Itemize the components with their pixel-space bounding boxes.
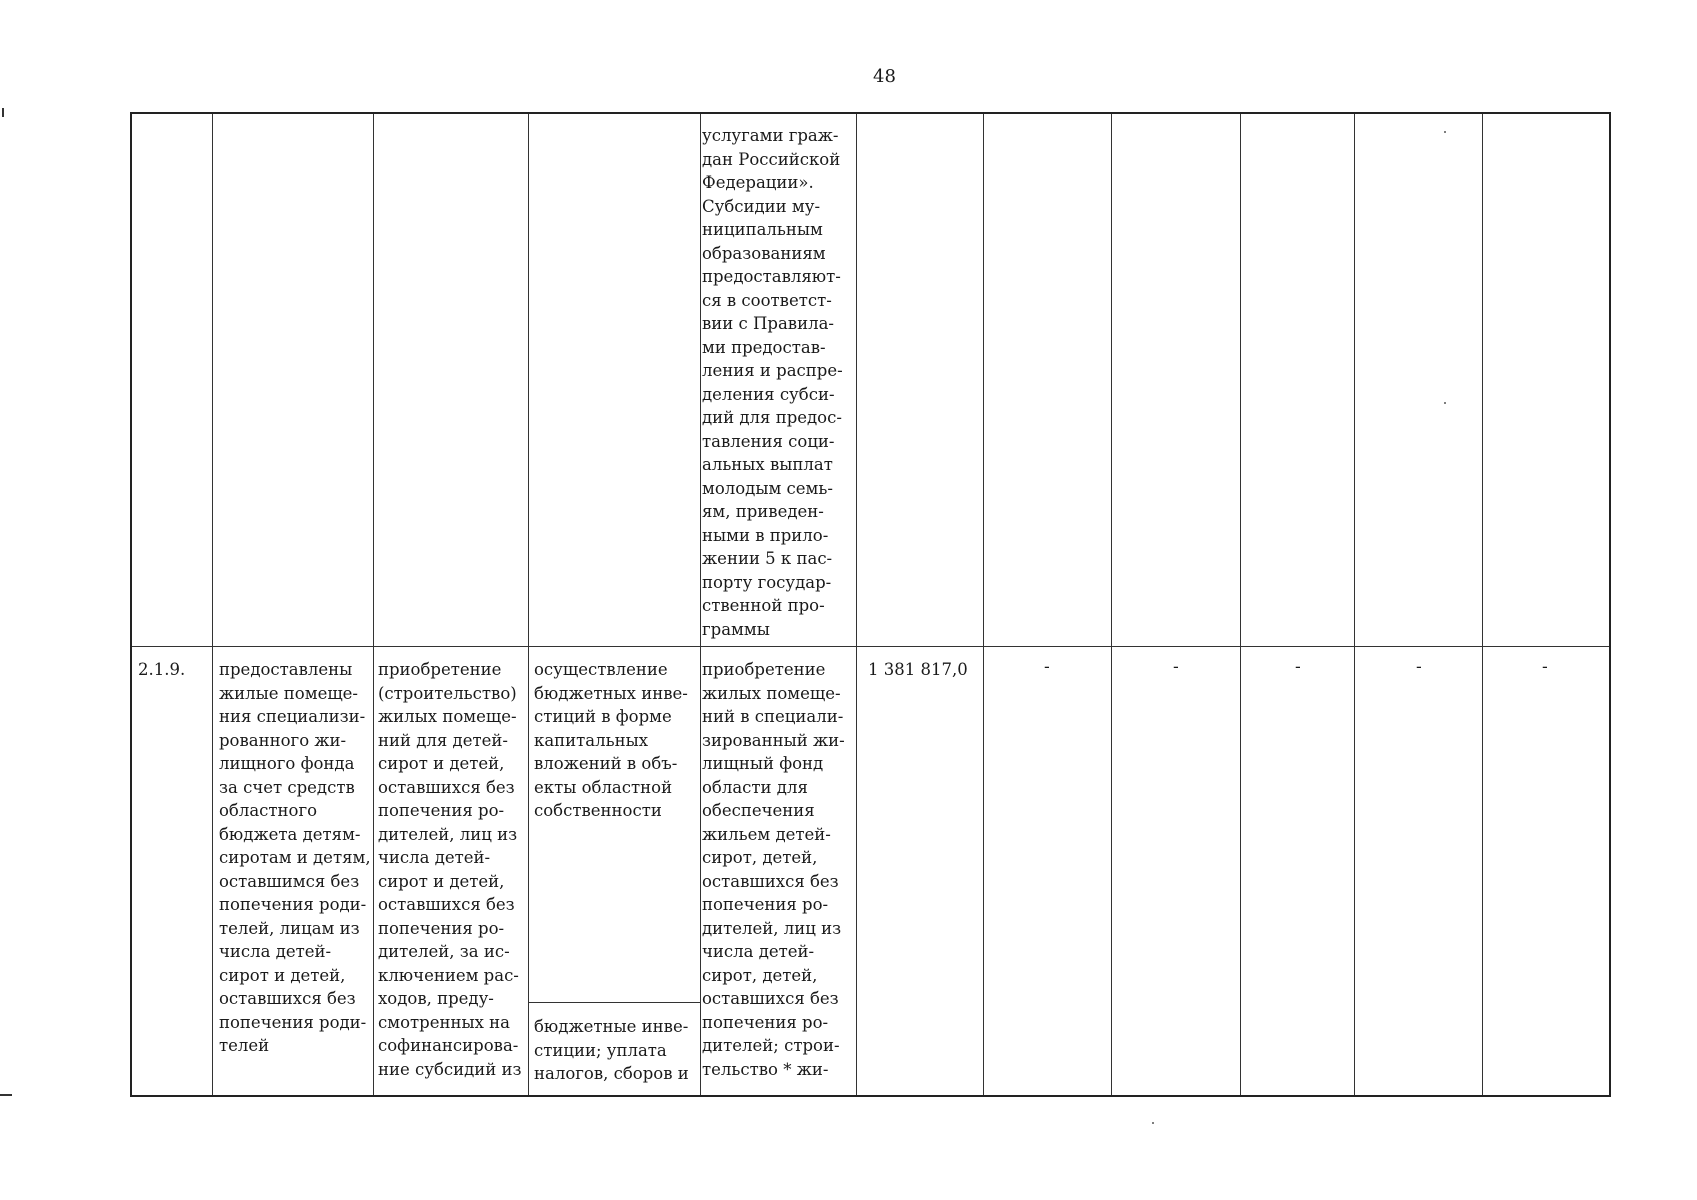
subrow-divider [528, 1002, 700, 1003]
scan-edge-mark [2, 108, 4, 117]
column-divider [212, 114, 213, 1095]
row-divider [132, 646, 1609, 647]
column-divider [1354, 114, 1355, 1095]
row2-value-dash: - [1173, 657, 1179, 677]
row2-value-dash: - [1044, 657, 1050, 677]
column-divider [528, 114, 529, 1095]
row2-amount: 1 381 817,0 [868, 660, 968, 679]
column-divider [373, 114, 374, 1095]
page-number: 48 [873, 66, 896, 87]
scan-edge-mark [0, 1094, 12, 1096]
column-divider [856, 114, 857, 1095]
row2-expense-type-text: осуществление бюджетных инве- стиций в форме капитальных вложений в объ- екты областной собственности [534, 660, 688, 820]
scan-speck [1444, 402, 1446, 404]
row2-value-dash: - [1542, 657, 1548, 677]
column-divider [700, 114, 701, 1095]
row2-result-text: предоставлены жилые помеще- ния специализи- рованного жи- лищного фонда за счет средств областного бюджета детям- сиротам и детям, оставшимся без попечения роди- телей, лицам из числа детей- сирот и детей, оставшихся без попечения роди- телей [219, 660, 371, 1055]
scan-speck [1152, 1122, 1154, 1124]
column-divider [1240, 114, 1241, 1095]
row1-direction-text: услугами граж- дан Российской Федерации». Субсидии му- ниципальным образованиям предоставляют- ся в соответст- вии с Правила- ми предостав- ления и распре- деления субси- дий для предос- тавления соци- альных выплат молодым семь- ям, приведен- ными в прило- жении 5 к пас- порту государ- ственной про- граммы [702, 126, 843, 639]
column-divider [983, 114, 984, 1095]
column-divider [1482, 114, 1483, 1095]
row2-expense-subtype-text: бюджетные инве- стиции; уплата налогов, сборов и [534, 1017, 689, 1083]
scan-speck [1444, 131, 1446, 133]
row2-direction-text: приобретение жилых помеще- ний в специали- зированный жи- лищный фонд области для обеспечения жильем детей- сирот, детей, оставшихся без попечения ро- дителей, лиц из числа детей- сирот, детей, оставшихся без попечения ро- дителей; строи- тельство * жи- [702, 660, 845, 1079]
row2-item-number: 2.1.9. [138, 660, 186, 679]
program-table [130, 112, 1611, 1097]
row2-value-dash: - [1416, 657, 1422, 677]
row2-measure-text: приобретение (строительство) жилых помеще- ний для детей- сирот и детей, оставшихся без попечения ро- дителей, лиц из числа детей- сирот и детей, оставшихся без попечения ро- дителей, за ис- ключением рас- ходов, преду- смотренных на софинансирова- ние субсидий из [378, 660, 522, 1079]
row2-value-dash: - [1295, 657, 1301, 677]
column-divider [1111, 114, 1112, 1095]
